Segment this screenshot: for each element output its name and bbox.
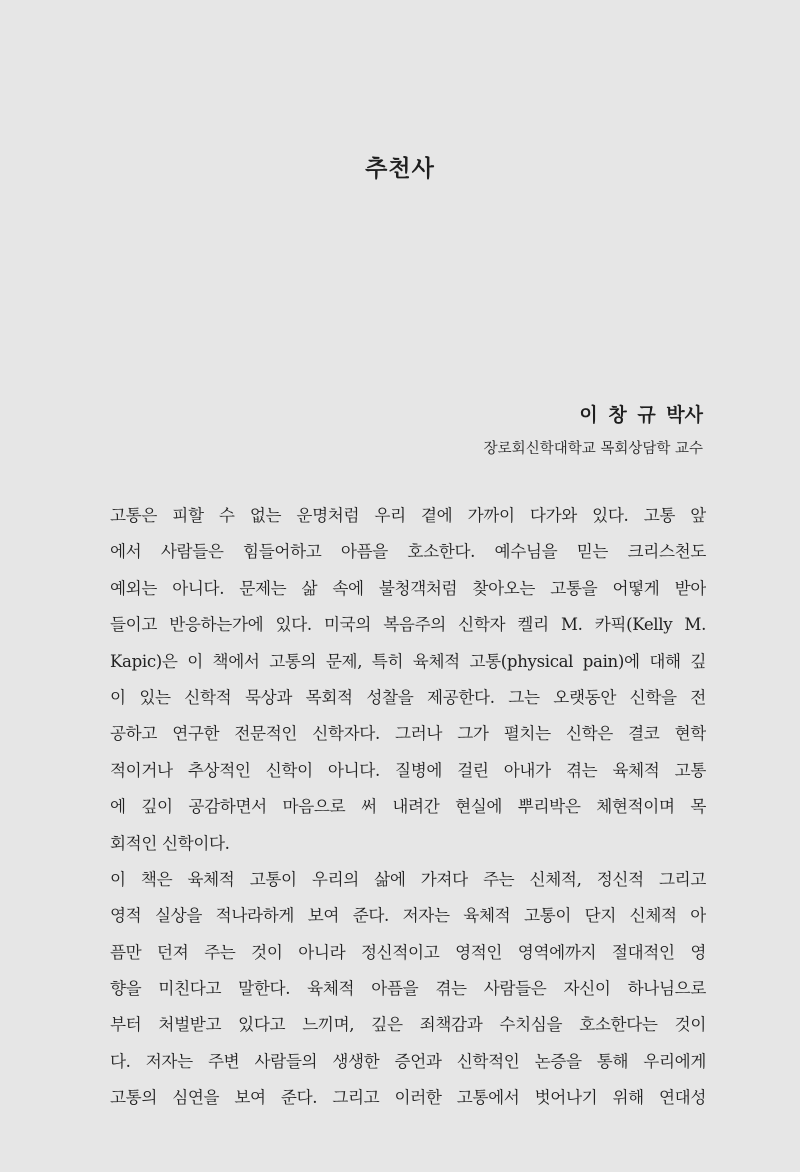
text-line: 적이거나 추상적인 신학이 아니다. 질병에 걸린 아내가 겪는 육체적 고통 <box>110 760 706 780</box>
body-text <box>110 498 706 1117</box>
text-line: 예외는 아니다. 문제는 삶 속에 불청객처럼 찾아오는 고통을 어떻게 받아 <box>110 578 706 598</box>
author-name: 이 창 규 박사 <box>579 404 703 426</box>
text-line: 회적인 신학이다. <box>110 833 230 853</box>
author-affiliation: 장로회신학대학교 목회상담학 교수 <box>483 441 703 457</box>
text-line: 에 깊이 공감하면서 마음으로 써 내려간 현실에 뿌리박은 체현적이며 목 <box>110 797 706 817</box>
text-line: 다. 저자는 주변 사람들의 생생한 증언과 신학적인 논증을 통해 우리에게 <box>110 1051 706 1071</box>
text-line: 고통의 심연을 보여 준다. 그리고 이러한 고통에서 벗어나기 위해 연대성 <box>110 1088 706 1108</box>
text-line: 픔만 던져 주는 것이 아니라 정신적이고 영적인 영역에까지 절대적인 영 <box>110 942 706 962</box>
text-line: 이 책은 육체적 고통이 우리의 삶에 가져다 주는 신체적, 정신적 그리고 <box>110 869 706 889</box>
text-line: 영적 실상을 적나라하게 보여 준다. 저자는 육체적 고통이 단지 신체적 아 <box>110 906 706 926</box>
text-line: 고통은 피할 수 없는 운명처럼 우리 곁에 가까이 다가와 있다. 고통 앞 <box>110 506 706 525</box>
text-line: 들이고 반응하는가에 있다. 미국의 복음주의 신학자 켈리 M. 카픽(Kelly M. <box>110 615 706 635</box>
text-line: Kapic)은 이 책에서 고통의 문제, 특히 육체적 고통(physical pain)에 대해 깊 <box>110 651 706 671</box>
text-line: 이 있는 신학적 묵상과 목회적 성찰을 제공한다. 그는 오랫동안 신학을 전 <box>110 687 706 707</box>
author-block <box>484 400 703 458</box>
text-line: 부터 처벌받고 있다고 느끼며, 깊은 죄책감과 수치심을 호소한다는 것이 <box>110 1015 706 1035</box>
page-title: 추천사 <box>365 156 435 182</box>
text-line: 공하고 연구한 전문적인 신학자다. 그러나 그가 펼치는 신학은 결코 현학 <box>110 724 706 744</box>
text-line: 향을 미친다고 말한다. 육체적 아픔을 겪는 사람들은 자신이 하나님으로 <box>110 979 706 999</box>
text-line: 에서 사람들은 힘들어하고 아픔을 호소한다. 예수님을 믿는 크리스천도 <box>110 542 706 562</box>
